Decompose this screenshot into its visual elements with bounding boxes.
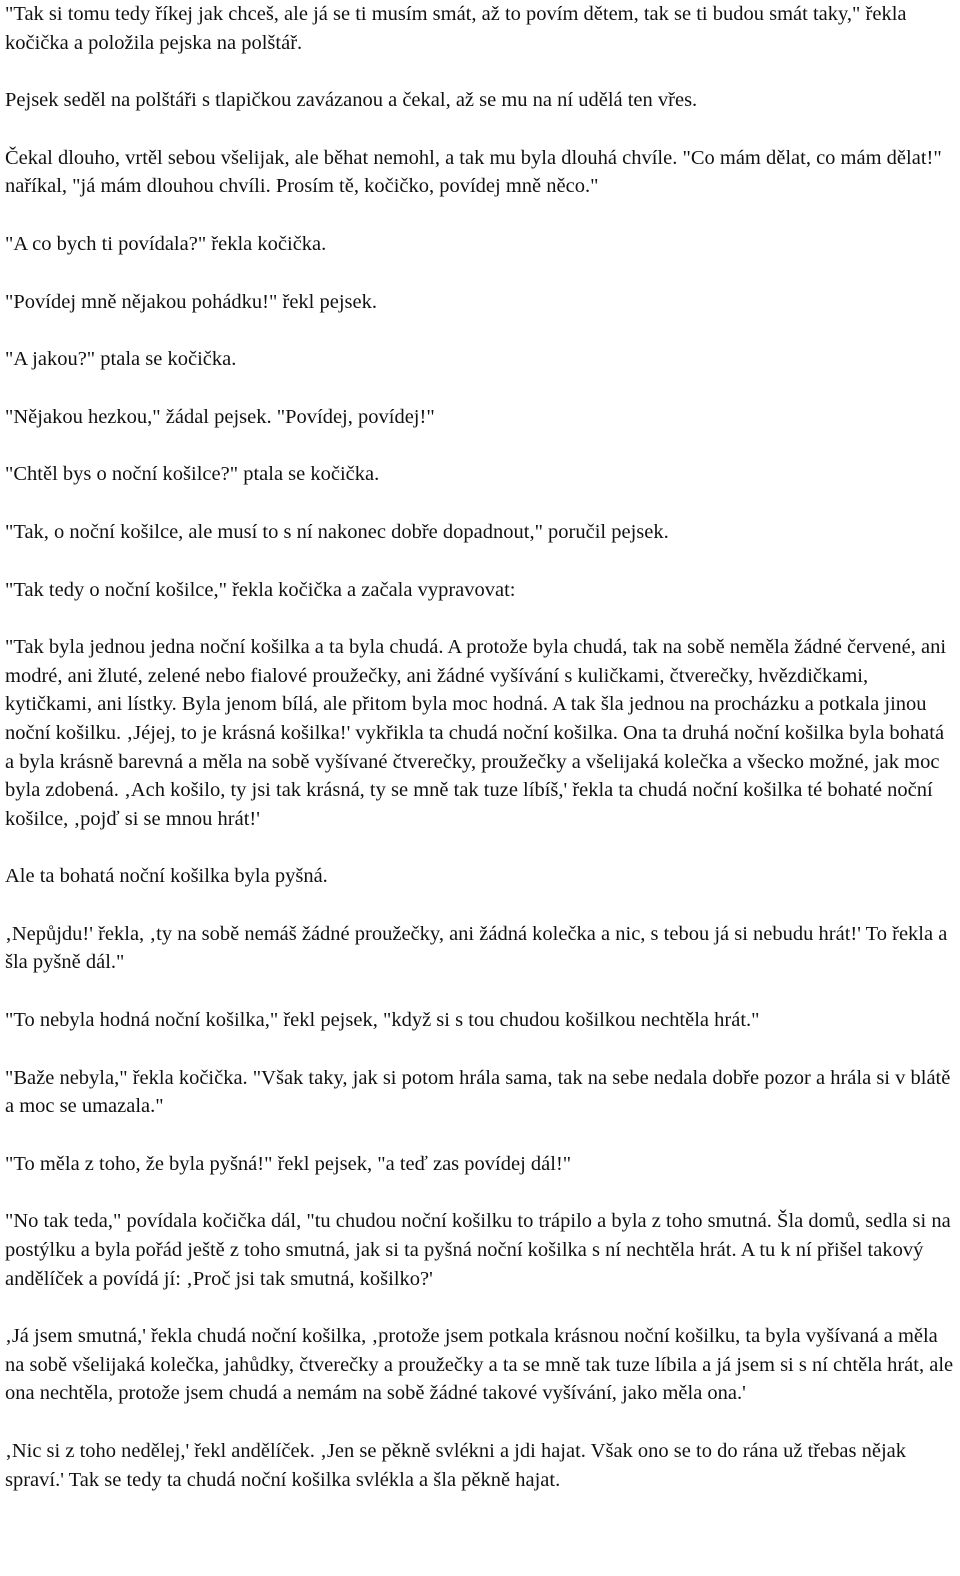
- paragraph: "Tak byla jednou jedna noční košilka a ta byla chudá. A protože byla chudá, tak na sobě neměla žádné červené, ani modré, ani žluté, zelené nebo fialové proužečky, ani žádné vyšívání s kuličkami, čtverečky, hvězdičkami, kytičkami, ani lístky. Byla jenom bílá, ale přitom byla moc hodná. A tak šla jednou na procházku a potkala jinou noční košilku. ‚Jéjej, to je krásná košilka!' vykřikla ta chudá noční košilka. Ona ta druhá noční košilka byla bohatá a byla krásně barevná a měla na sobě vyšívané čtverečky, proužečky a všelijaká kolečka a všecko možné, jak moc byla zdobená. ‚Ach košilo, ty jsi tak krásná, ty se mně tak tuze líbíš,' řekla ta chudá noční košilka té bohaté noční košilce, ‚pojď si se mnou hrát!': [5, 636, 947, 830]
- paragraph: "Chtěl bys o noční košilce?" ptala se kočička.: [5, 463, 380, 486]
- paragraph: ‚Já jsem smutná,' řekla chudá noční košilka, ‚protože jsem potkala krásnou noční košilku, ta byla vyšívaná a měla na sobě všelijaká kolečka, jahůdky, čtverečky a proužečky a ta se mně tak tuze líbila a já jsem si s ní chtěla hrát, ale ona nechtěla, protože jsem chudá a nemám na sobě žádné takové vyšívání, jako měla ona.': [5, 1325, 954, 1405]
- paragraph: "Tak si tomu tedy říkej jak chceš, ale já se ti musím smát, až to povím dětem, tak se ti budou smát taky," řekla kočička a položila pejska na polštář.: [5, 3, 907, 54]
- paragraph: "To nebyla hodná noční košilka," řekl pejsek, "když si s tou chudou košilkou nechtěla hrát.": [5, 1009, 760, 1032]
- paragraph: "A jakou?" ptala se kočička.: [5, 348, 237, 371]
- paragraph: "A co bych ti povídala?" řekla kočička.: [5, 232, 327, 255]
- paragraph: ‚Nic si z toho nedělej,' řekl andělíček. ‚Jen se pěkně svlékni a jdi hajat. Však ono se to do rána už třebas nějak spraví.' Tak se tedy ta chudá noční košilka svlékla a šla pěkně hajat.: [5, 1440, 907, 1491]
- paragraph: "To měla z toho, že byla pyšná!" řekl pejsek, "a teď zas povídej dál!": [5, 1152, 572, 1175]
- document-page: [5, 0, 957, 1494]
- paragraph: ‚Nepůjdu!' řekla, ‚ty na sobě nemáš žádné proužečky, ani žádná kolečka a nic, s tebou já si nebudu hrát!' To řekla a šla pyšně dál.": [5, 922, 948, 974]
- paragraph: "Baže nebyla," řekla kočička. "Však taky, jak si potom hrála sama, tak na sebe nedala dobře pozor a hrála si v blátě a moc se umazala.": [5, 1066, 951, 1118]
- paragraph: Ale ta bohatá noční košilka byla pyšná.: [5, 865, 328, 888]
- paragraph: "Tak tedy o noční košilce," řekla kočička a začala vypravovat:: [5, 578, 516, 601]
- paragraph: Pejsek seděl na polštáři s tlapičkou zavázanou a čekal, až se mu na ní udělá ten vřes.: [5, 89, 698, 112]
- paragraph: "Povídej mně nějakou pohádku!" řekl pejsek.: [5, 290, 377, 313]
- paragraph: "No tak teda," povídala kočička dál, "tu chudou noční košilku to trápilo a byla z toho smutná. Šla domů, sedla si na postýlku a byla pořád ještě z toho smutná, jak si ta pyšná noční košilka s ní nechtěla hrát. A tu k ní přišel takový andělíček a povídá jí: ‚Proč jsi tak smutná, košilko?': [5, 1210, 951, 1290]
- paragraph: "Tak, o noční košilce, ale musí to s ní nakonec dobře dopadnout," poručil pejsek.: [5, 520, 669, 543]
- paragraph: "Nějakou hezkou," žádal pejsek. "Povídej, povídej!": [5, 405, 435, 428]
- paragraph: Čekal dlouho, vrtěl sebou všelijak, ale běhat nemohl, a tak mu byla dlouhá chvíle. "Co mám dělat, co mám dělat!" naříkal, "já mám dlouhou chvíli. Prosím tě, kočičko, povídej mně něco.": [5, 146, 942, 198]
